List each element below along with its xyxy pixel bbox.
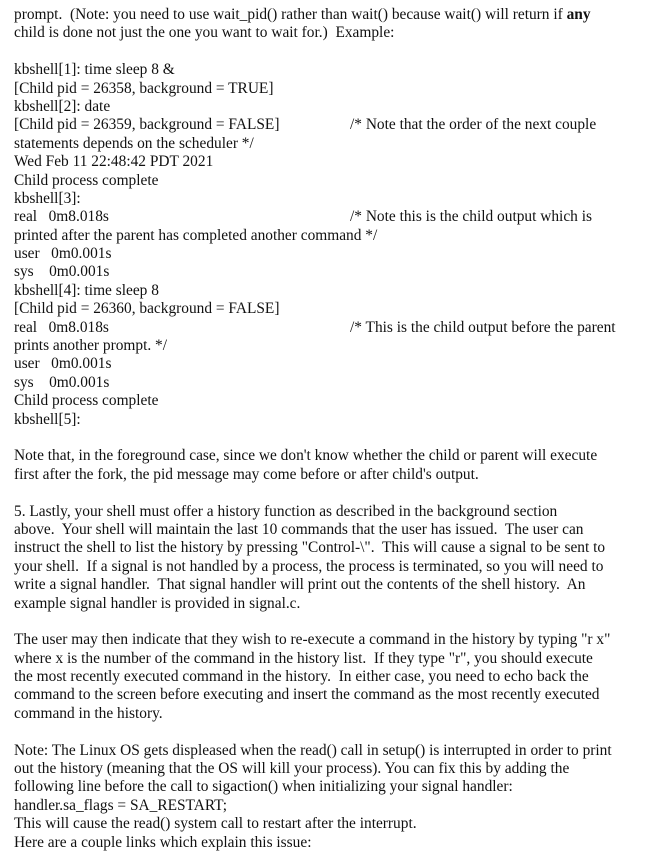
paragraph-line: Note that, in the foreground case, since we don't know whether the child or parent will execute	[14, 447, 598, 465]
paragraph-line: instruct the shell to list the history by pressing "Control-\". This will cause a signal to be sent to	[14, 539, 606, 557]
paragraph-line: write a signal handler. That signal handler will print out the contents of the shell history. An	[14, 576, 586, 594]
paragraph-line: This will cause the read() system call to restart after the interrupt.	[14, 815, 417, 833]
example-line: Wed Feb 11 22:48:42 PDT 2021	[14, 153, 214, 171]
paragraph-line: first after the fork, the pid message may come before or after child's output.	[14, 465, 479, 483]
paragraph-line: 5. Lastly, your shell must offer a history function as described in the background section	[14, 502, 558, 520]
example-comment: /* Note this is the child output which is	[350, 208, 592, 226]
example-line: real 0m8.018s /* This is the child output before the parent	[14, 318, 616, 336]
intro-line-2: child is done not just the one you want to wait for.) Example:	[14, 24, 395, 42]
example-line: kbshell[5]:	[14, 410, 81, 428]
paragraph-line: Here are a couple links which explain this issue:	[14, 833, 312, 851]
example-line: statements depends on the scheduler */	[14, 134, 254, 152]
paragraph-line: your shell. If a signal is not handled by a process, the process is terminated, so you will need to	[14, 557, 604, 575]
example-line: [Child pid = 26359, background = FALSE] /* Note that the order of the next couple	[14, 116, 597, 134]
document-page	[14, 6, 654, 852]
example-line: [Child pid = 26360, background = FALSE]	[14, 300, 280, 318]
example-line: sys 0m0.001s	[14, 373, 110, 391]
paragraph-line: the most recently executed command in the history. In either case, you need to echo back the	[14, 668, 589, 686]
example-line: user 0m0.001s	[14, 245, 112, 263]
example-line: kbshell[2]: date	[14, 97, 111, 115]
example-line: kbshell[1]: time sleep 8 &	[14, 61, 175, 79]
example-line: user 0m0.001s	[14, 355, 112, 373]
paragraph-line: where x is the number of the command in the history list. If they type "r", you should execute	[14, 649, 593, 667]
example-line: kbshell[3]:	[14, 189, 81, 207]
paragraph-line: example signal handler is provided in signal.c.	[14, 594, 301, 612]
reexecute-section-paragraph	[14, 631, 654, 723]
example-line: Child process complete	[14, 392, 159, 410]
example-comment: /* This is the child output before the parent	[350, 318, 616, 336]
paragraph-line: The user may then indicate that they wish to re-execute a command in the history by typing "r x"	[14, 631, 611, 649]
paragraph-line: following line before the call to sigaction() when initializing your signal handler:	[14, 778, 513, 796]
paragraph-line: above. Your shell will maintain the last 10 commands that the user has issued. The user can	[14, 520, 584, 538]
example-line: kbshell[4]: time sleep 8	[14, 281, 159, 299]
paragraph-line: out the history (meaning that the OS will kill your process). You can fix this by adding the	[14, 760, 570, 778]
paragraph-line: command in the history.	[14, 704, 163, 722]
example-line: prints another prompt. */	[14, 337, 168, 355]
shell-example	[14, 61, 654, 429]
foreground-note-paragraph	[14, 447, 654, 484]
example-line: printed after the parent has completed another command */	[14, 226, 378, 244]
paragraph-line: Note: The Linux OS gets displeased when the read() call in setup() is interrupted in order to print	[14, 741, 612, 759]
example-line: sys 0m0.001s	[14, 263, 110, 281]
example-comment: /* Note that the order of the next couple	[350, 116, 597, 134]
linux-note-paragraph	[14, 742, 654, 852]
history-section-paragraph	[14, 503, 654, 613]
paragraph-line: command to the screen before executing and insert the command as the most recently executed	[14, 686, 600, 704]
example-line: Child process complete	[14, 171, 159, 189]
intro-line-1: prompt. (Note: you need to use wait_pid() rather than wait() because wait() will return if any	[14, 6, 591, 23]
example-line: [Child pid = 26358, background = TRUE]	[14, 79, 274, 97]
example-line: real 0m8.018s /* Note this is the child output which is	[14, 208, 592, 226]
code-line: handler.sa_flags = SA_RESTART;	[14, 796, 228, 814]
